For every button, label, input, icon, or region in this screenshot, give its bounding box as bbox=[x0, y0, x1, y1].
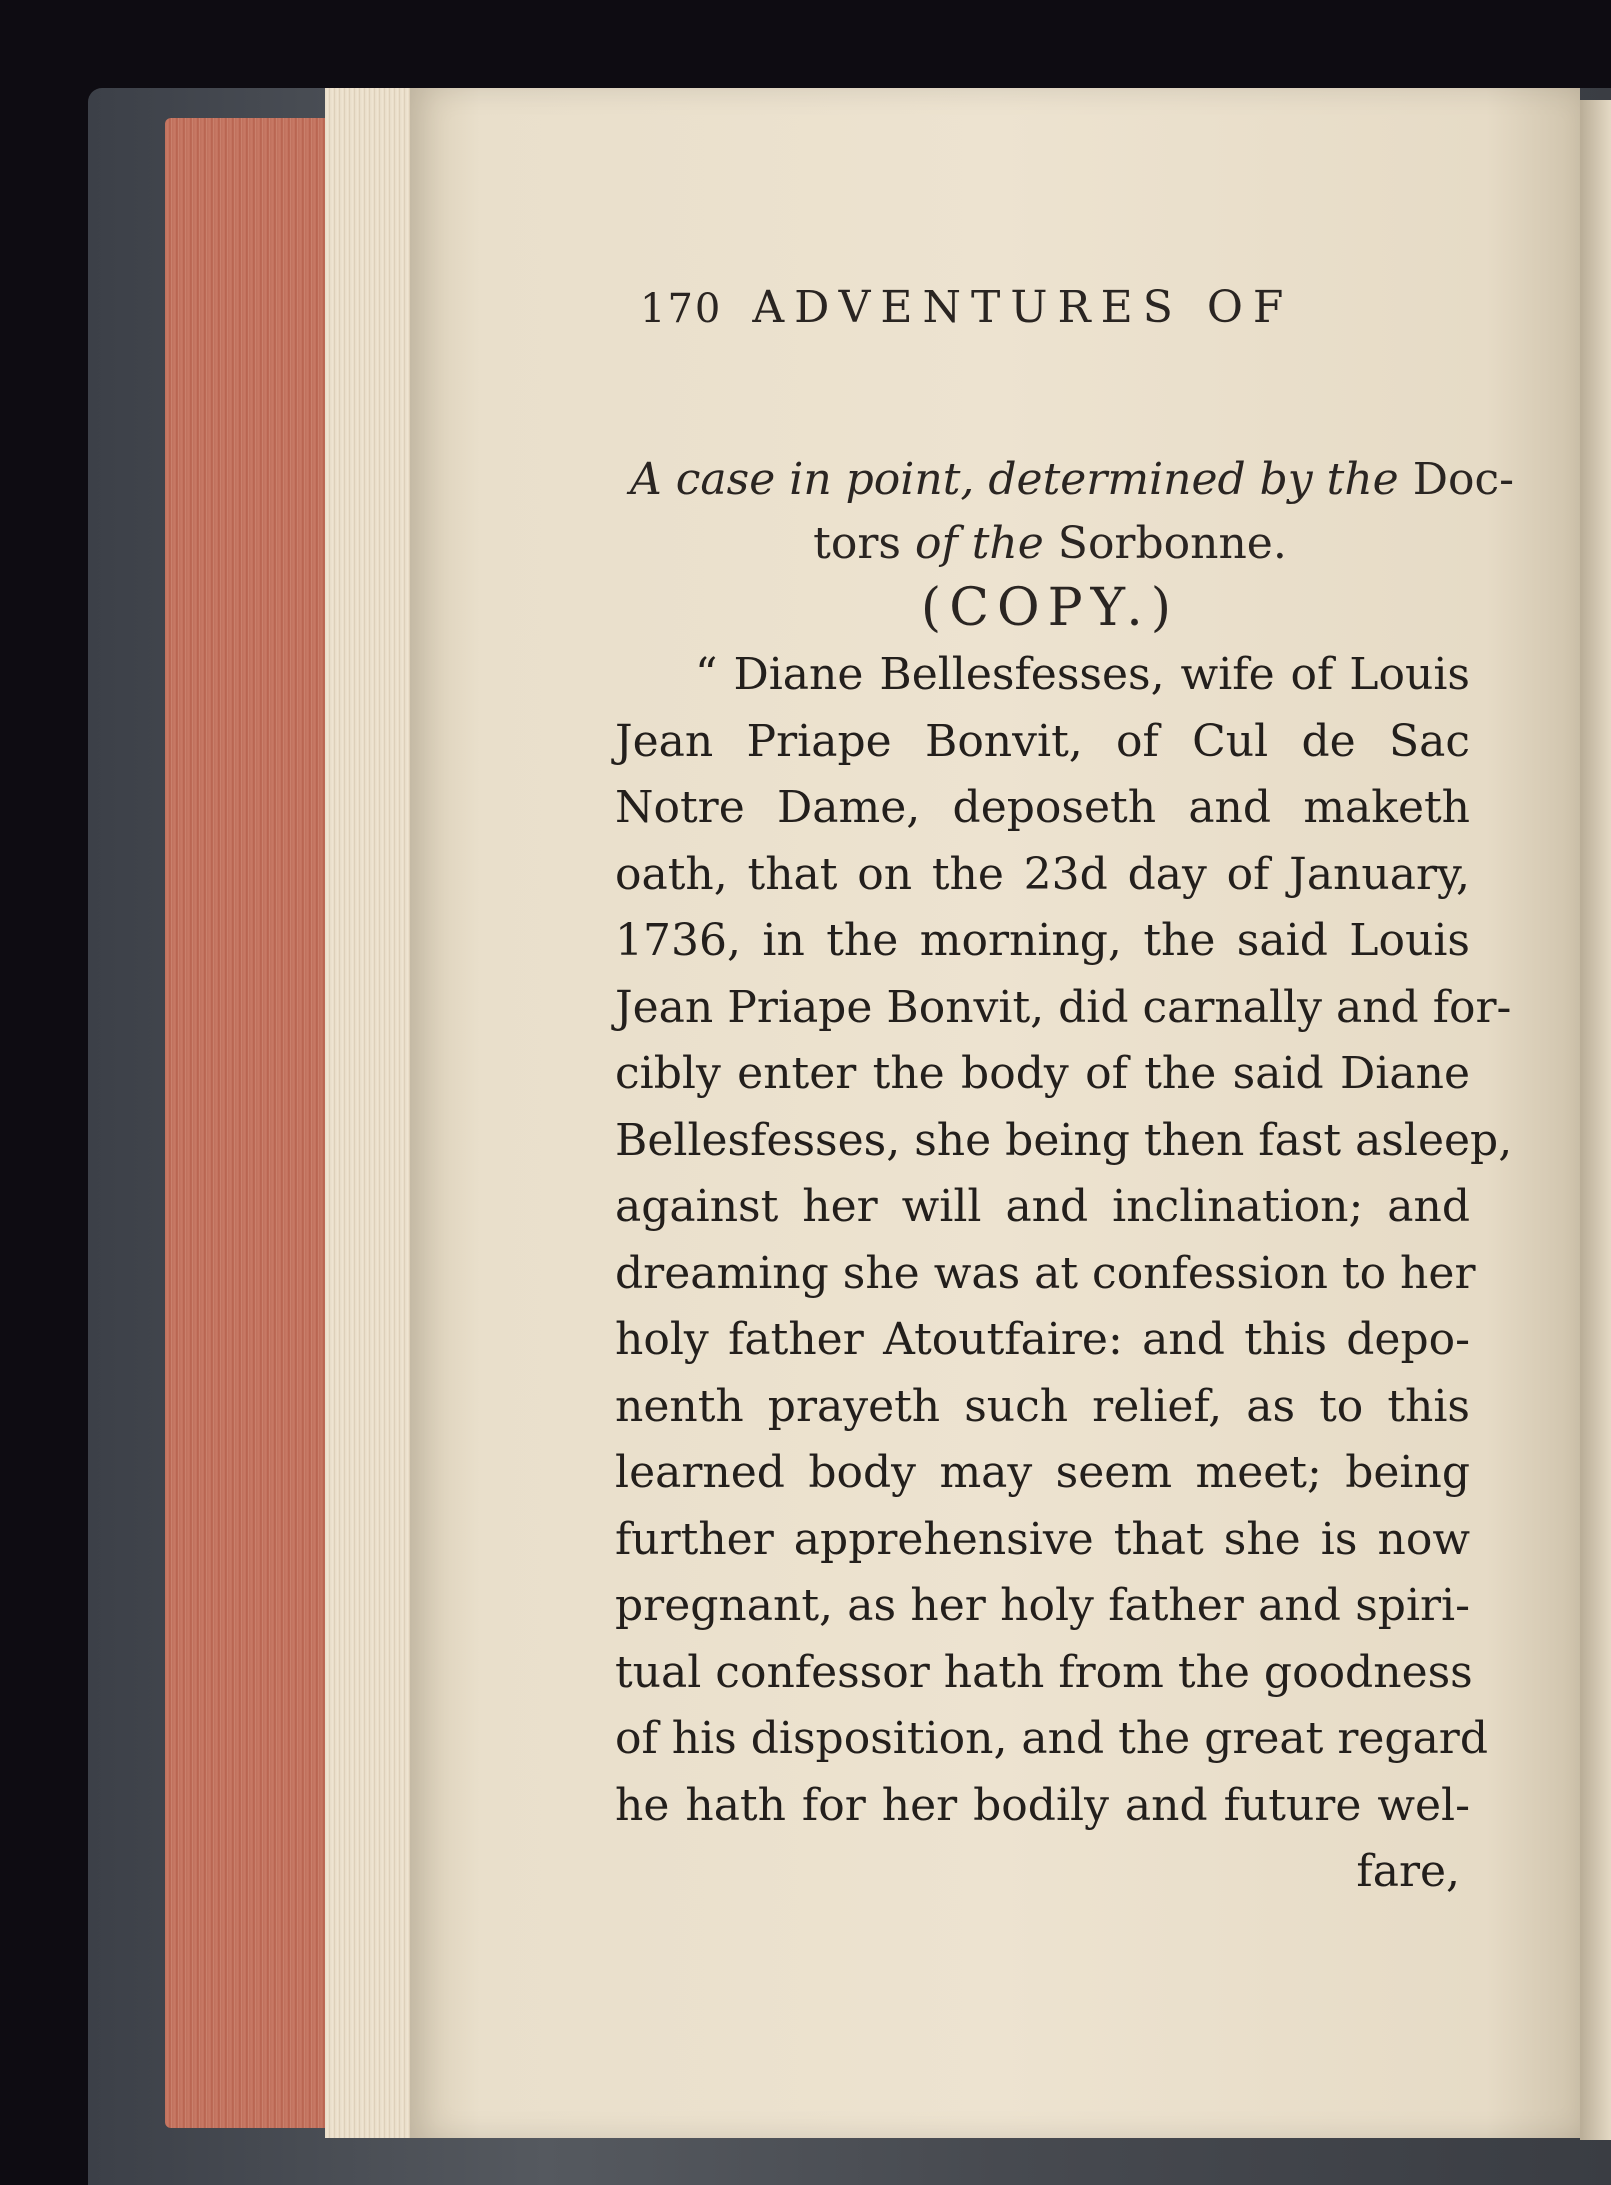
running-head bbox=[640, 282, 1400, 333]
text-line: of his disposition, and the great regard bbox=[615, 1713, 1488, 1764]
heading-roman-2a: tors bbox=[813, 518, 901, 569]
page-stack bbox=[325, 88, 415, 2138]
catchword: fare, bbox=[1356, 1846, 1460, 1897]
text-line: pregnant, as her holy father and spiri- bbox=[615, 1580, 1470, 1631]
text-line: learned body may seem meet; being bbox=[615, 1447, 1470, 1498]
section-heading bbox=[630, 448, 1514, 576]
text-line: cibly enter the body of the said Diane bbox=[615, 1048, 1470, 1099]
text-line: further apprehensive that she is now bbox=[615, 1513, 1470, 1565]
facing-page-edge bbox=[1580, 100, 1611, 2140]
text-line: dreaming she was at confession to her bbox=[615, 1247, 1476, 1299]
heading-italic-2: of the bbox=[914, 518, 1044, 569]
page-number: 170 bbox=[640, 286, 723, 332]
text-line: “ Diane Bellesfesses, wife of Louis bbox=[695, 649, 1470, 700]
running-title: ADVENTURES OF bbox=[752, 282, 1294, 333]
body-text bbox=[615, 642, 1513, 1839]
text-line: Bellesfesses, she being then fast asleep, bbox=[615, 1114, 1513, 1166]
heading-italic-1: A case in point, determined by the bbox=[630, 454, 1399, 505]
text-line: Jean Priape Bonvit, of Cul de Sac bbox=[615, 715, 1470, 767]
text-line: 1736, in the morning, the said Louis bbox=[615, 915, 1470, 966]
text-line: oath, that on the 23d day of January, bbox=[615, 848, 1470, 900]
text-line: holy father Atoutfaire: and this depo- bbox=[615, 1314, 1470, 1365]
heading-roman-1: Doc- bbox=[1412, 454, 1514, 505]
text-line: tual confessor hath from the goodness bbox=[615, 1646, 1473, 1698]
heading-line-2 bbox=[630, 512, 1470, 576]
text-line: against her will and inclination; and bbox=[615, 1181, 1470, 1232]
text-line: he hath for her bodily and future wel- bbox=[615, 1779, 1470, 1831]
text-line: nenth prayeth such relief, as to this bbox=[615, 1380, 1470, 1432]
heading-roman-2b: Sorbonne. bbox=[1057, 518, 1287, 569]
text-line: Notre Dame, deposeth and maketh bbox=[615, 782, 1470, 833]
copy-label: (COPY.) bbox=[920, 578, 1180, 638]
heading-line-1 bbox=[630, 448, 1514, 512]
text-line: Jean Priape Bonvit, did carnally and for- bbox=[615, 981, 1512, 1033]
